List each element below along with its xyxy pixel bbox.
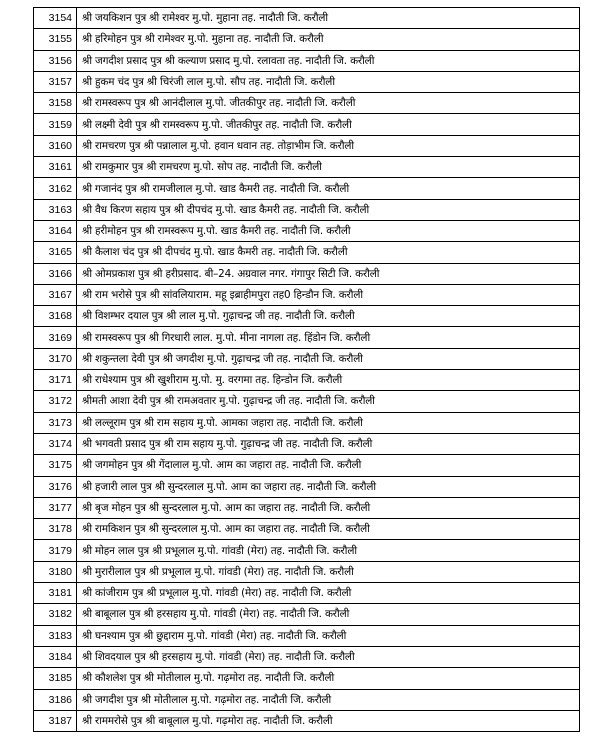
row-number: 3181 bbox=[34, 583, 77, 604]
row-number: 3159 bbox=[34, 114, 77, 135]
row-number: 3174 bbox=[34, 433, 77, 454]
row-entry: श्री भगवती प्रसाद पुत्र श्री राम सहाय मु.पो. गुढ़ाचन्द्र जी तह. नादौती जि. करौली bbox=[77, 433, 580, 454]
row-number: 3167 bbox=[34, 284, 77, 305]
row-entry: श्री कांजीराम पुत्र श्री प्रभूलाल मु.पो. गांवडी (मेरा) तह. नादौती जि. करौली bbox=[77, 583, 580, 604]
row-entry: श्री जगदीश प्रसाद पुत्र श्री कल्याण प्रसाद मु.पो. रलावता तह. नादौती जि. करौली bbox=[77, 50, 580, 71]
table-row bbox=[34, 242, 580, 263]
table-row bbox=[34, 391, 580, 412]
row-entry: श्री कौशलेश पुत्र श्री मोतीलाल मु.पो. गढ़मोरा तह. नादौती जि. करौली bbox=[77, 668, 580, 689]
row-number: 3156 bbox=[34, 50, 77, 71]
row-entry: श्री हरीमोहन पुत्र श्री रामस्वरूप मु.पो. खाड कैमरी तह. नादौती जि. करौली bbox=[77, 220, 580, 241]
table-row bbox=[34, 455, 580, 476]
row-entry: श्री विशम्भर दयाल पुत्र श्री लाल मु.पो. गुढ़ाचन्द्र जी तह. नादौती जि. करौली bbox=[77, 306, 580, 327]
row-number: 3182 bbox=[34, 604, 77, 625]
row-number: 3176 bbox=[34, 476, 77, 497]
row-number: 3187 bbox=[34, 710, 77, 731]
row-number: 3171 bbox=[34, 370, 77, 391]
table-row bbox=[34, 497, 580, 518]
row-entry: श्री हजारी लाल पुत्र श्री सुन्दरलाल मु.पो. आम का जहारा तह. नादौती जि. करौली bbox=[77, 476, 580, 497]
row-entry: श्री रामस्वरूप पुत्र श्री आनंदीलाल मु.पो. जीतकीपुर तह. नादौती जि. करौली bbox=[77, 93, 580, 114]
table-row bbox=[34, 370, 580, 391]
row-entry: श्री रामचरण पुत्र श्री पन्नालाल मु.पो. हवान धवान तह. तोड़ाभीम जि. करौली bbox=[77, 135, 580, 156]
table-row bbox=[34, 157, 580, 178]
table-row bbox=[34, 668, 580, 689]
row-entry: श्री घनश्याम पुत्र श्री छुद्दाराम मु.पो. गांवडी (मेरा) तह. नादौती जि. करौली bbox=[77, 625, 580, 646]
row-entry: श्री ओमप्रकाश पुत्र श्री हरीप्रसाद. बी–24. अग्रवाल नगर. गंगापुर सिटी जि. करौली bbox=[77, 263, 580, 284]
row-entry: श्री कैलाश चंद पुत्र श्री दीपचंद मु.पो. खाड कैमरी तह. नादौती जि. करौली bbox=[77, 242, 580, 263]
table-row bbox=[34, 710, 580, 731]
row-number: 3184 bbox=[34, 646, 77, 667]
table-row bbox=[34, 29, 580, 50]
records-table bbox=[33, 7, 580, 732]
records-table-body bbox=[34, 8, 580, 732]
row-number: 3185 bbox=[34, 668, 77, 689]
row-number: 3177 bbox=[34, 497, 77, 518]
row-number: 3158 bbox=[34, 93, 77, 114]
row-entry: श्री मोहन लाल पुत्र श्री प्रभूलाल मु.पो. गांवडी (मेरा) तह. नादौती जि. करौली bbox=[77, 540, 580, 561]
table-row bbox=[34, 433, 580, 454]
row-number: 3162 bbox=[34, 178, 77, 199]
row-number: 3157 bbox=[34, 71, 77, 92]
row-entry: श्री हुकम चंद पुत्र श्री चिरंजी लाल मु.पो. सौप तह. नादौती जि. करौली bbox=[77, 71, 580, 92]
row-number: 3165 bbox=[34, 242, 77, 263]
table-row bbox=[34, 583, 580, 604]
table-row bbox=[34, 263, 580, 284]
table-row bbox=[34, 646, 580, 667]
row-entry: श्री लल्लूराम पुत्र श्री राम सहाय मु.पो. आमका जहारा तह. नादौती जि. करौली bbox=[77, 412, 580, 433]
row-number: 3179 bbox=[34, 540, 77, 561]
row-entry: श्री लक्ष्मी देवी पुत्र श्री रामस्वरूप मु.पो. जीतकीपुर तह. नादौती जि. करौली bbox=[77, 114, 580, 135]
row-number: 3160 bbox=[34, 135, 77, 156]
table-row bbox=[34, 199, 580, 220]
table-row bbox=[34, 220, 580, 241]
row-number: 3161 bbox=[34, 157, 77, 178]
row-entry: श्री रामकिशन पुत्र श्री सुन्दरलाल मु.पो. आम का जहारा तह. नादौती जि. करौली bbox=[77, 519, 580, 540]
row-number: 3172 bbox=[34, 391, 77, 412]
table-row bbox=[34, 412, 580, 433]
table-row bbox=[34, 348, 580, 369]
row-entry: श्री राधेश्याम पुत्र श्री खुशीराम मु.पो. मु. वरगमा तह. हिन्डोन जि. करौली bbox=[77, 370, 580, 391]
row-entry: श्री बृज मोहन पुत्र श्री सुन्दरलाल मु.पो. आम का जहारा तह. नादौती जि. करौली bbox=[77, 497, 580, 518]
row-entry: श्री शकुन्तला देवी पुत्र श्री जगदीश मु.पो. गुढ़ाचन्द्र जी तह. नादौती जि. करौली bbox=[77, 348, 580, 369]
row-entry: श्री बाबूलाल पुत्र श्री हरसहाय मु.पो. गांवडी (मेरा) तह. नादौती जि. करौली bbox=[77, 604, 580, 625]
row-number: 3168 bbox=[34, 306, 77, 327]
table-row bbox=[34, 93, 580, 114]
row-number: 3178 bbox=[34, 519, 77, 540]
row-entry: श्री राममरोसे पुत्र श्री बाबूलाल मु.पो. गढ़मोरा तह. नादौती जि. करौली bbox=[77, 710, 580, 731]
row-number: 3180 bbox=[34, 561, 77, 582]
row-entry: श्री रामकुमार पुत्र श्री रामचरण मु.पो. सोप तह. नादौती जि. करौली bbox=[77, 157, 580, 178]
table-row bbox=[34, 114, 580, 135]
row-entry: श्री राम भरोसे पुत्र श्री सांवलियाराम. महू इब्राहीमपुरा तह0 हिन्डौन जि. करौली bbox=[77, 284, 580, 305]
row-number: 3186 bbox=[34, 689, 77, 710]
table-row bbox=[34, 71, 580, 92]
table-row bbox=[34, 50, 580, 71]
row-entry: श्री रामस्वरूप पुत्र श्री गिरधारी लाल. मु.पो. मीना नागला तह. हिंडोन जि. करौली bbox=[77, 327, 580, 348]
row-number: 3166 bbox=[34, 263, 77, 284]
row-entry: श्री जगदीश पुत्र श्री मोतीलाल मु.पो. गढ़मोरा तह. नादौती जि. करौली bbox=[77, 689, 580, 710]
row-number: 3170 bbox=[34, 348, 77, 369]
table-row bbox=[34, 561, 580, 582]
table-row bbox=[34, 306, 580, 327]
row-number: 3169 bbox=[34, 327, 77, 348]
table-row bbox=[34, 540, 580, 561]
row-number: 3183 bbox=[34, 625, 77, 646]
row-entry: श्री जगमोहन पुत्र श्री गेंदालाल मु.पो. आम का जहारा तह. नादौती जि. करौली bbox=[77, 455, 580, 476]
table-row bbox=[34, 284, 580, 305]
row-entry: श्री वैध किरण सहाय पुत्र श्री दीपचंद मु.पो. खाड कैमरी तह. नादौती जि. करौली bbox=[77, 199, 580, 220]
row-entry: श्री हरिमोहन पुत्र श्री रामेश्वर मु.पो. मुहाना तह. नादौती जि. करौली bbox=[77, 29, 580, 50]
table-row bbox=[34, 604, 580, 625]
row-number: 3155 bbox=[34, 29, 77, 50]
row-entry: श्री गजानंद पुत्र श्री रामजीलाल मु.पो. खाड कैमरी तह. नादौती जि. करौली bbox=[77, 178, 580, 199]
row-entry: श्री मुरारीलाल पुत्र श्री प्रभूलाल मु.पो. गांवडी (मेरा) तह. नादौती जि. करौली bbox=[77, 561, 580, 582]
table-row bbox=[34, 178, 580, 199]
table-row bbox=[34, 476, 580, 497]
row-number: 3175 bbox=[34, 455, 77, 476]
row-entry: श्री शिवदयाल पुत्र श्री हरसहाय मु.पो. गांवडी (मेरा) तह. नादौती जि. करौली bbox=[77, 646, 580, 667]
table-row bbox=[34, 625, 580, 646]
table-row bbox=[34, 689, 580, 710]
row-entry: श्री जयकिशन पुत्र श्री रामेश्वर मु.पो. मुहाना तह. नादौती जि. करौली bbox=[77, 8, 580, 29]
table-row bbox=[34, 519, 580, 540]
table-row bbox=[34, 8, 580, 29]
row-number: 3173 bbox=[34, 412, 77, 433]
table-row bbox=[34, 135, 580, 156]
table-row bbox=[34, 327, 580, 348]
row-number: 3164 bbox=[34, 220, 77, 241]
row-entry: श्रीमती आशा देवी पुत्र श्री रामअवतार मु.पो. गुढ़ाचन्द्र जी तह. नादौती जि. करौली bbox=[77, 391, 580, 412]
row-number: 3154 bbox=[34, 8, 77, 29]
row-number: 3163 bbox=[34, 199, 77, 220]
